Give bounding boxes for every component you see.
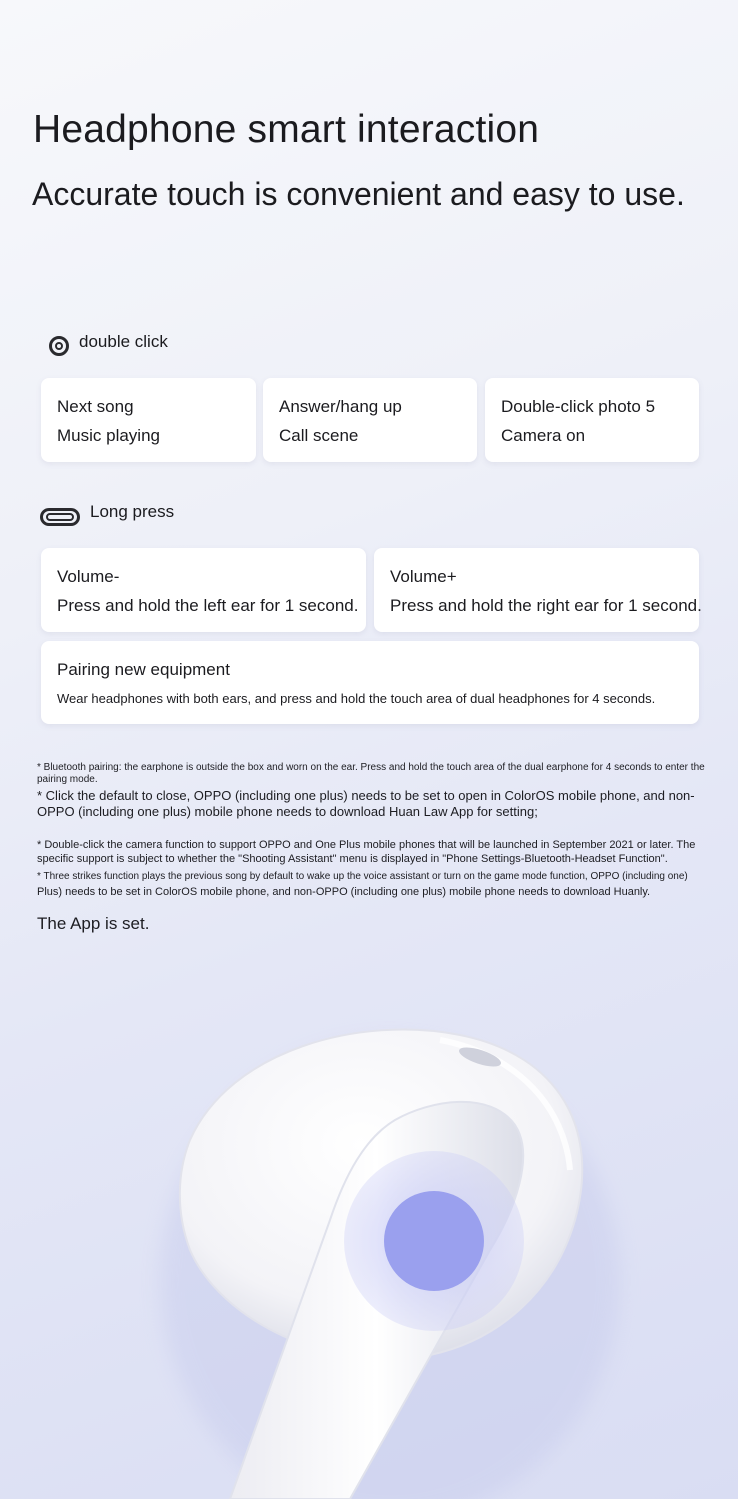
card-title: Answer/hang up (279, 397, 402, 416)
long-press-label (40, 498, 174, 526)
note-bluetooth-pairing: * Bluetooth pairing: the earphone is outside the box and worn on the ear. Press and hold the touch area of the dual earphone for 4 seconds to enter the pairing mode. (37, 762, 705, 785)
card-description: Wear headphones with both ears, and press and hold the touch area of dual headphones for 4 seconds. (57, 691, 656, 706)
card-next-song (41, 378, 256, 462)
page-title: Headphone smart interaction (33, 108, 540, 151)
note-three-strikes: * Three strikes function plays the previous song by default to wake up the voice assistant or turn on the game mode function, OPPO (including one) (37, 871, 688, 882)
card-title: Double-click photo 5 (501, 397, 656, 416)
card-title: Next song (57, 397, 134, 416)
card-volume-up (374, 548, 702, 632)
card-subtitle: Call scene (279, 426, 359, 445)
double-circle-icon (49, 336, 69, 356)
touch-area (384, 1191, 484, 1291)
card-double-click-photo (485, 378, 699, 462)
card-title: Volume+ (390, 567, 457, 586)
card-subtitle: Camera on (501, 426, 586, 445)
card-subtitle: Press and hold the right ear for 1 second. (390, 596, 702, 615)
pill-icon (40, 508, 80, 526)
card-volume-down (41, 548, 366, 632)
card-title: Pairing new equipment (57, 660, 230, 679)
note-click-default: * Click the default to close, OPPO (including one plus) needs to be set to open in ColorOS mobile phone, and non-OPPO (including one plus) mobile phone needs to download Huan Law App for setting; (37, 788, 695, 819)
long-press-text: Long press (90, 502, 175, 521)
footnotes (37, 762, 705, 935)
card-title: Volume- (57, 567, 120, 586)
note-camera-function: * Double-click the camera function to support OPPO and One Plus mobile phones that will be launched in September 2021 or later. The specific support is subject to whether the "Shooting Assistant" menu is displayed in "Phone Settings-Bluetooth-Headset Function". (37, 839, 696, 865)
card-pairing (41, 641, 699, 724)
card-subtitle: Music playing (57, 426, 160, 445)
card-answer-hang-up (263, 378, 477, 462)
double-click-text: double click (79, 332, 168, 351)
note-three-strikes-cont: Plus) needs to be set in ColorOS mobile phone, and non-OPPO (including one plus) mobile phone needs to download Huanly. (37, 886, 651, 898)
double-click-label (49, 328, 168, 356)
card-subtitle: Press and hold the left ear for 1 second. (57, 596, 359, 615)
earbud-illustration (0, 960, 738, 1499)
note-app-set: The App is set. (37, 914, 150, 933)
page-subtitle: Accurate touch is convenient and easy to use. (32, 176, 685, 212)
